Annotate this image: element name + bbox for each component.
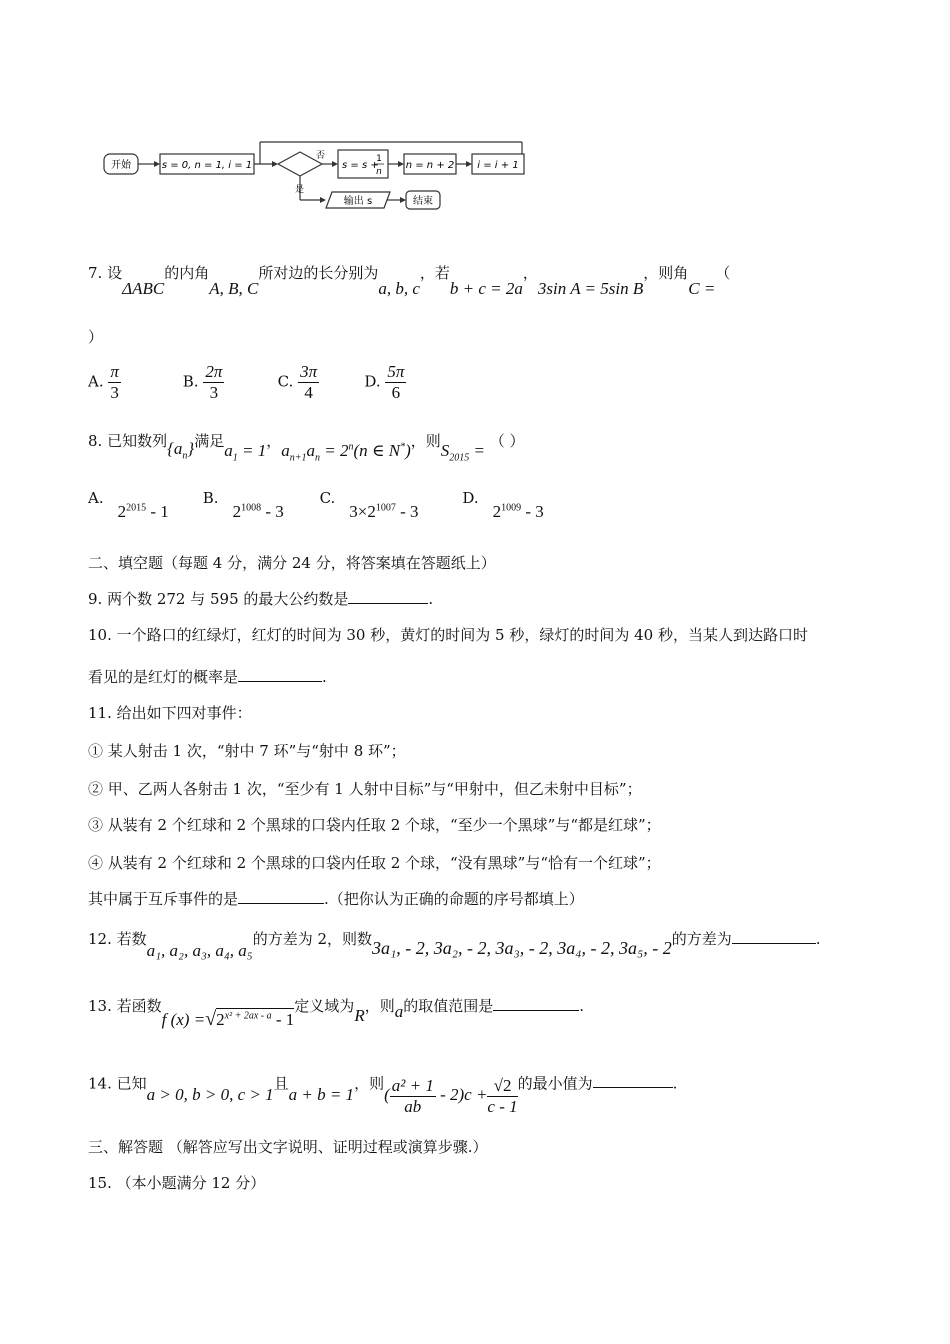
q14-line: [88, 1064, 678, 1116]
option-label: D.: [364, 372, 381, 391]
q7-option-c[interactable]: [278, 362, 360, 403]
q13-f: f (x) =: [161, 1010, 206, 1029]
q11-item-2: ② 甲、乙两人各射击 1 次，“至少有 1 人射中目标”与“甲射中，但乙未射中目标”；: [88, 780, 642, 798]
q13-a: a: [394, 1002, 404, 1021]
section-3-heading: 三、解答题 （解答应写出文字说明、证明过程或演算步骤.）: [88, 1138, 488, 1156]
q8-rec-star: *: [400, 441, 406, 453]
q14-expr-num: a² + 1: [391, 1076, 434, 1095]
q8-line: [88, 430, 525, 464]
q8-option-d[interactable]: [462, 488, 572, 521]
q14-t2: ，则: [354, 1074, 385, 1093]
option-den: 3: [209, 383, 219, 402]
q7-t2: 所对边的长分别为: [258, 264, 379, 282]
q7-t3: ，若: [419, 264, 450, 282]
q8-t1: 满足: [194, 432, 225, 450]
q13-radical: [205, 1010, 294, 1029]
q13-line: [88, 994, 585, 1030]
option-base: 2: [117, 502, 127, 521]
q12-vars: a₁, a₂, a₃, a₄, a₅: [146, 941, 253, 960]
q14-end: .: [672, 1074, 678, 1093]
section-2-heading: 二、填空题（每题 4 分，满分 24 分，将答案填在答题纸上）: [88, 554, 496, 572]
q13-t3: 的取值范围是: [403, 997, 494, 1015]
option-exp: 1007: [375, 502, 396, 514]
option-tail: - 3: [261, 502, 284, 521]
option-tail: - 1: [146, 502, 169, 521]
q14-expr-den2: c - 1: [487, 1097, 518, 1116]
option-label: A.: [88, 489, 104, 507]
q8-target: S: [440, 441, 450, 460]
option-exp: 2015: [126, 502, 147, 514]
q8-seq: {a: [167, 439, 183, 458]
q13-t1: 定义域为: [294, 997, 355, 1015]
q12-end: .: [815, 930, 821, 948]
q7-t1: 的内角: [164, 264, 210, 282]
option-base: 2: [232, 502, 242, 521]
q13-R: R: [354, 1006, 365, 1025]
yes-label: 是: [295, 185, 305, 195]
q13-prefix: 13. 若函数: [88, 997, 162, 1015]
q8-seq-close: }: [187, 439, 195, 458]
q13-answer-blank[interactable]: [493, 1010, 579, 1011]
option-num: 5π: [387, 362, 405, 381]
option-label: A.: [88, 372, 104, 391]
q14-expr: [384, 1076, 518, 1116]
option-label: C.: [319, 489, 336, 507]
q8-paren: （ ）: [489, 432, 525, 450]
option-exp: 1009: [501, 502, 522, 514]
q11-item-3: ③ 从装有 2 个红球和 2 个黑球的口袋内任取 2 个球，“至少一个黑球”与“都是红球”；: [88, 816, 661, 834]
q11-item-1: ① 某人射击 1 次，“射中 7 环”与“射中 8 环”；: [88, 742, 406, 760]
q14-cond: a > 0, b > 0, c > 1: [146, 1085, 274, 1105]
q10-text: 看见的是红灯的概率是: [88, 668, 239, 686]
q8-a1-sub: 1: [232, 452, 238, 464]
q14-expr-num2: √2: [487, 1076, 517, 1097]
no-label: 否: [316, 151, 326, 161]
q10-line2: [88, 666, 327, 687]
q15-heading: 15. （本小题满分 12 分）: [88, 1174, 266, 1192]
q9-text: 9. 两个数 272 与 595 的最大公约数是: [88, 590, 349, 608]
option-tail: - 3: [521, 502, 544, 521]
option-exp: 1008: [241, 502, 262, 514]
output-label: 输出 s: [343, 196, 373, 207]
q8-target-eq: =: [469, 441, 485, 460]
q7-option-a[interactable]: [88, 362, 178, 403]
q7-t5: ，则角: [643, 264, 689, 282]
q14-expr-open: (: [384, 1085, 390, 1105]
q8-rec-tail: (n ∈ N: [353, 441, 401, 460]
flowchart: [100, 128, 540, 220]
option-base: 2: [367, 502, 376, 521]
q13-t2: ，则: [364, 997, 395, 1015]
q11-answer-blank[interactable]: [238, 903, 324, 904]
q11-outro-text: 其中属于互斥事件的是: [88, 890, 239, 908]
option-den: 3: [110, 383, 119, 402]
q13-rad-base: 2: [216, 1010, 225, 1029]
option-tail: - 3: [395, 502, 419, 521]
q7-option-b[interactable]: [183, 362, 273, 403]
q11-outro-end: .（把你认为正确的命题的序号都填上）: [324, 890, 584, 908]
q8-prefix: 8. 已知数列: [88, 432, 168, 450]
q14-expr-mid: - 2)c +: [435, 1085, 488, 1105]
option-label: C.: [277, 372, 294, 391]
q7-options: [88, 362, 454, 403]
q8-options: [88, 488, 572, 521]
q12-line: [88, 928, 821, 960]
init-label: s = 0, n = 1, i = 1: [161, 160, 253, 171]
update-s-num: 1: [376, 154, 382, 164]
q8-t3: ，则: [410, 432, 441, 450]
q8-rec-sup: n: [348, 441, 354, 453]
q8-option-b[interactable]: [202, 488, 315, 521]
q7-paren-close: ）: [88, 328, 104, 346]
q13-rad-tail: - 1: [271, 1010, 295, 1029]
q7-paren-open: （: [715, 264, 731, 282]
q7-cond1: b + c = 2a: [449, 279, 523, 298]
option-den: 6: [391, 383, 401, 402]
q10-line1: 10. 一个路口的红绿灯，红灯的时间为 30 秒，黄灯的时间为 5 秒，绿灯的时间为 40 秒，当某人到达路口时: [88, 626, 808, 644]
option-label: B.: [182, 372, 199, 391]
q7-target: C =: [688, 279, 716, 298]
q8-rec-eq: = 2: [319, 441, 349, 460]
q12-t2: 的方差为: [671, 930, 732, 948]
option-num: 3π: [300, 362, 318, 381]
q7-angles: A, B, C: [209, 279, 259, 298]
q13-rad-exp: x² + 2ax - a: [224, 1010, 272, 1022]
start-label: 开始: [111, 160, 131, 171]
q14-expr-den: ab: [404, 1097, 422, 1116]
q8-rec-a: a: [306, 441, 315, 460]
q8-option-c[interactable]: [319, 488, 458, 521]
q7-cond2: 3sin A = 5sin B: [537, 279, 644, 298]
q8-t2: ，: [266, 432, 282, 450]
q7-option-d[interactable]: [364, 362, 454, 403]
q8-rec-sub2: n: [314, 452, 320, 464]
q12-answer-blank[interactable]: [732, 943, 816, 944]
q14-prefix: 14. 已知: [88, 1074, 147, 1093]
option-label: B.: [202, 489, 219, 507]
q8-seq-sub: n: [182, 450, 188, 462]
q8-rec: a: [281, 441, 290, 460]
q14-cond2: a + b = 1: [288, 1085, 355, 1105]
q7-triangle: ΔABC: [122, 279, 165, 298]
option-num: 2π: [205, 362, 223, 381]
update-n-label: n = n + 2: [405, 160, 455, 171]
q14-answer-blank[interactable]: [593, 1087, 673, 1088]
option-den: 4: [304, 383, 313, 402]
q7-line: [88, 262, 731, 298]
q9-answer-blank[interactable]: [348, 603, 428, 604]
q7-prefix: 7. 设: [88, 264, 123, 282]
q10-end: .: [322, 668, 327, 686]
q12-vars2: 3a₁, - 2, 3a₂, - 2, 3a₃, - 2, 3a₄, - 2, 3a₅, - 2: [372, 938, 672, 958]
q10-answer-blank[interactable]: [238, 681, 322, 682]
option-label: D.: [462, 489, 479, 507]
q12-prefix: 12. 若数: [88, 930, 147, 948]
q13-end: .: [579, 997, 585, 1015]
q8-a1-eq: = 1: [237, 441, 267, 460]
q14-t1: 且: [273, 1074, 289, 1093]
q9-line: [88, 588, 433, 609]
q8-rec-close: ): [405, 441, 411, 460]
q7-sides: a, b, c: [378, 279, 420, 298]
q8-target-sub: 2015: [449, 452, 470, 464]
update-s-den: n: [376, 167, 382, 177]
q8-a1: a: [224, 441, 233, 460]
q11-item-4: ④ 从装有 2 个红球和 2 个黑球的口袋内任取 2 个球，“没有黑球”与“恰有一个红球”；: [88, 854, 661, 872]
option-pre: 3×: [349, 502, 368, 521]
option-num: π: [110, 362, 119, 381]
q11-intro: 11. 给出如下四对事件：: [88, 704, 252, 722]
q11-outro: [88, 888, 584, 909]
q14-t3: 的最小值为: [517, 1074, 593, 1093]
q8-option-a[interactable]: [88, 488, 198, 521]
update-i-label: i = i + 1: [477, 160, 519, 171]
update-s-label: s = s +: [342, 160, 379, 171]
q9-end: .: [428, 590, 434, 608]
sqrt-sign: √: [205, 1008, 217, 1030]
end-label: 结束: [413, 196, 433, 207]
q7-t4: ，: [522, 264, 538, 282]
q12-t1: 的方差为 2，则数: [252, 930, 372, 948]
q8-rec-sub1: n+1: [289, 452, 307, 464]
option-base: 2: [492, 502, 502, 521]
